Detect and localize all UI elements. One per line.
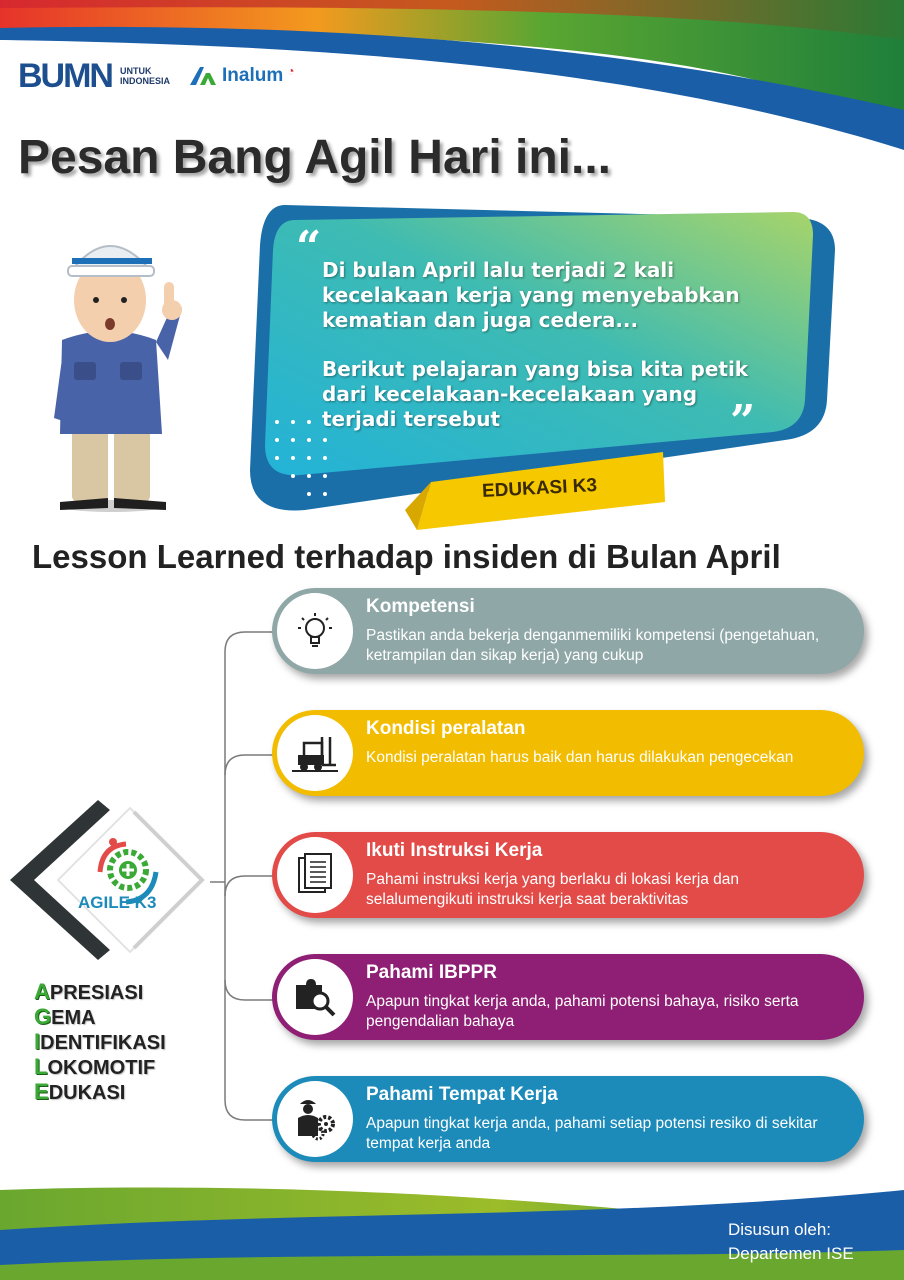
card-description: Pahami instruksi kerja yang berlaku di lokasi kerja dan selalumengikuti instruksi kerja saat beraktivitas — [366, 871, 740, 908]
bumn-tagline: UNTUK INDONESIA — [119, 66, 170, 86]
logo-row — [18, 58, 294, 94]
agile-k3-logo — [10, 800, 225, 960]
agile-logo-label: AGILE K3 — [78, 893, 157, 912]
section-title: Lesson Learned terhadap insiden di Bulan April — [32, 538, 781, 575]
quote-paragraph-2: Berikut pelajaran yang bisa kita petik dari kecelakaan-kecelakaan yang terjadi tersebut — [322, 357, 749, 431]
card-title: Pahami IBPPR — [366, 962, 497, 983]
card-icon-holder — [277, 837, 353, 913]
card-title: Ikuti Instruksi Kerja — [366, 840, 543, 861]
card-pahami-ibppr — [272, 954, 864, 1040]
forklift-icon — [290, 731, 340, 775]
acronym-row: EDUKASI — [34, 1079, 126, 1104]
card-title: Pahami Tempat Kerja — [366, 1084, 558, 1105]
inalum-mark-icon — [188, 65, 218, 87]
card-instruksi-kerja — [272, 832, 864, 918]
open-quote-icon: “ — [296, 222, 322, 273]
lightbulb-icon — [293, 609, 337, 653]
card-description: Pastikan anda bekerja denganmemiliki kompetensi (pengetahuan, ketrampilan dan sikap kerja) yang cukup — [366, 627, 820, 664]
card-kondisi-peralatan — [272, 710, 864, 796]
close-quote-icon: ” — [730, 396, 756, 447]
puzzle-search-icon — [292, 975, 338, 1019]
acronym-row: GEMA — [34, 1004, 96, 1029]
card-icon-holder — [277, 593, 353, 669]
inalum-logo: Inalum ◔ — [188, 65, 294, 87]
card-title: Kompetensi — [366, 596, 475, 617]
acronym-row: APRESIASI — [34, 979, 144, 1004]
edukasi-label: EDUKASI K3 — [481, 475, 598, 502]
mascot-illustration — [50, 222, 190, 514]
card-description: Kondisi peralatan harus baik dan harus dilakukan pengecekan — [366, 749, 794, 766]
agile-acronym-list — [34, 980, 166, 1105]
card-icon-holder — [277, 715, 353, 791]
quote-message — [322, 258, 772, 456]
inalum-registered-icon: ◔ — [287, 64, 295, 78]
card-description: Apapun tingkat kerja anda, pahami potensi bahaya, risiko serta pengendalian bahaya — [366, 993, 799, 1030]
worker-gear-icon — [292, 1096, 338, 1142]
card-description: Apapun tingkat kerja anda, pahami setiap potensi resiko di sekitar tempat kerja anda — [366, 1115, 818, 1152]
bumn-logo: BUMN — [18, 57, 112, 95]
acronym-row: IDENTIFIKASI — [34, 1029, 166, 1054]
card-title: Kondisi peralatan — [366, 718, 526, 739]
footer-line-1: Disusun oleh: — [728, 1220, 832, 1239]
card-tempat-kerja — [272, 1076, 864, 1162]
acronym-row: LOKOMOTIF — [34, 1054, 156, 1079]
card-icon-holder — [277, 1081, 353, 1157]
document-icon — [295, 852, 335, 898]
page-title: Pesan Bang Agil Hari ini... — [18, 131, 612, 184]
card-kompetensi — [272, 588, 864, 674]
card-icon-holder — [277, 959, 353, 1035]
quote-paragraph-1: Di bulan April lalu terjadi 2 kali kecelakaan kerja yang menyebabkan kematian dan juga cedera... — [322, 258, 740, 332]
footer-line-2: Departemen ISE — [728, 1244, 854, 1263]
footer-credit — [728, 1218, 854, 1266]
